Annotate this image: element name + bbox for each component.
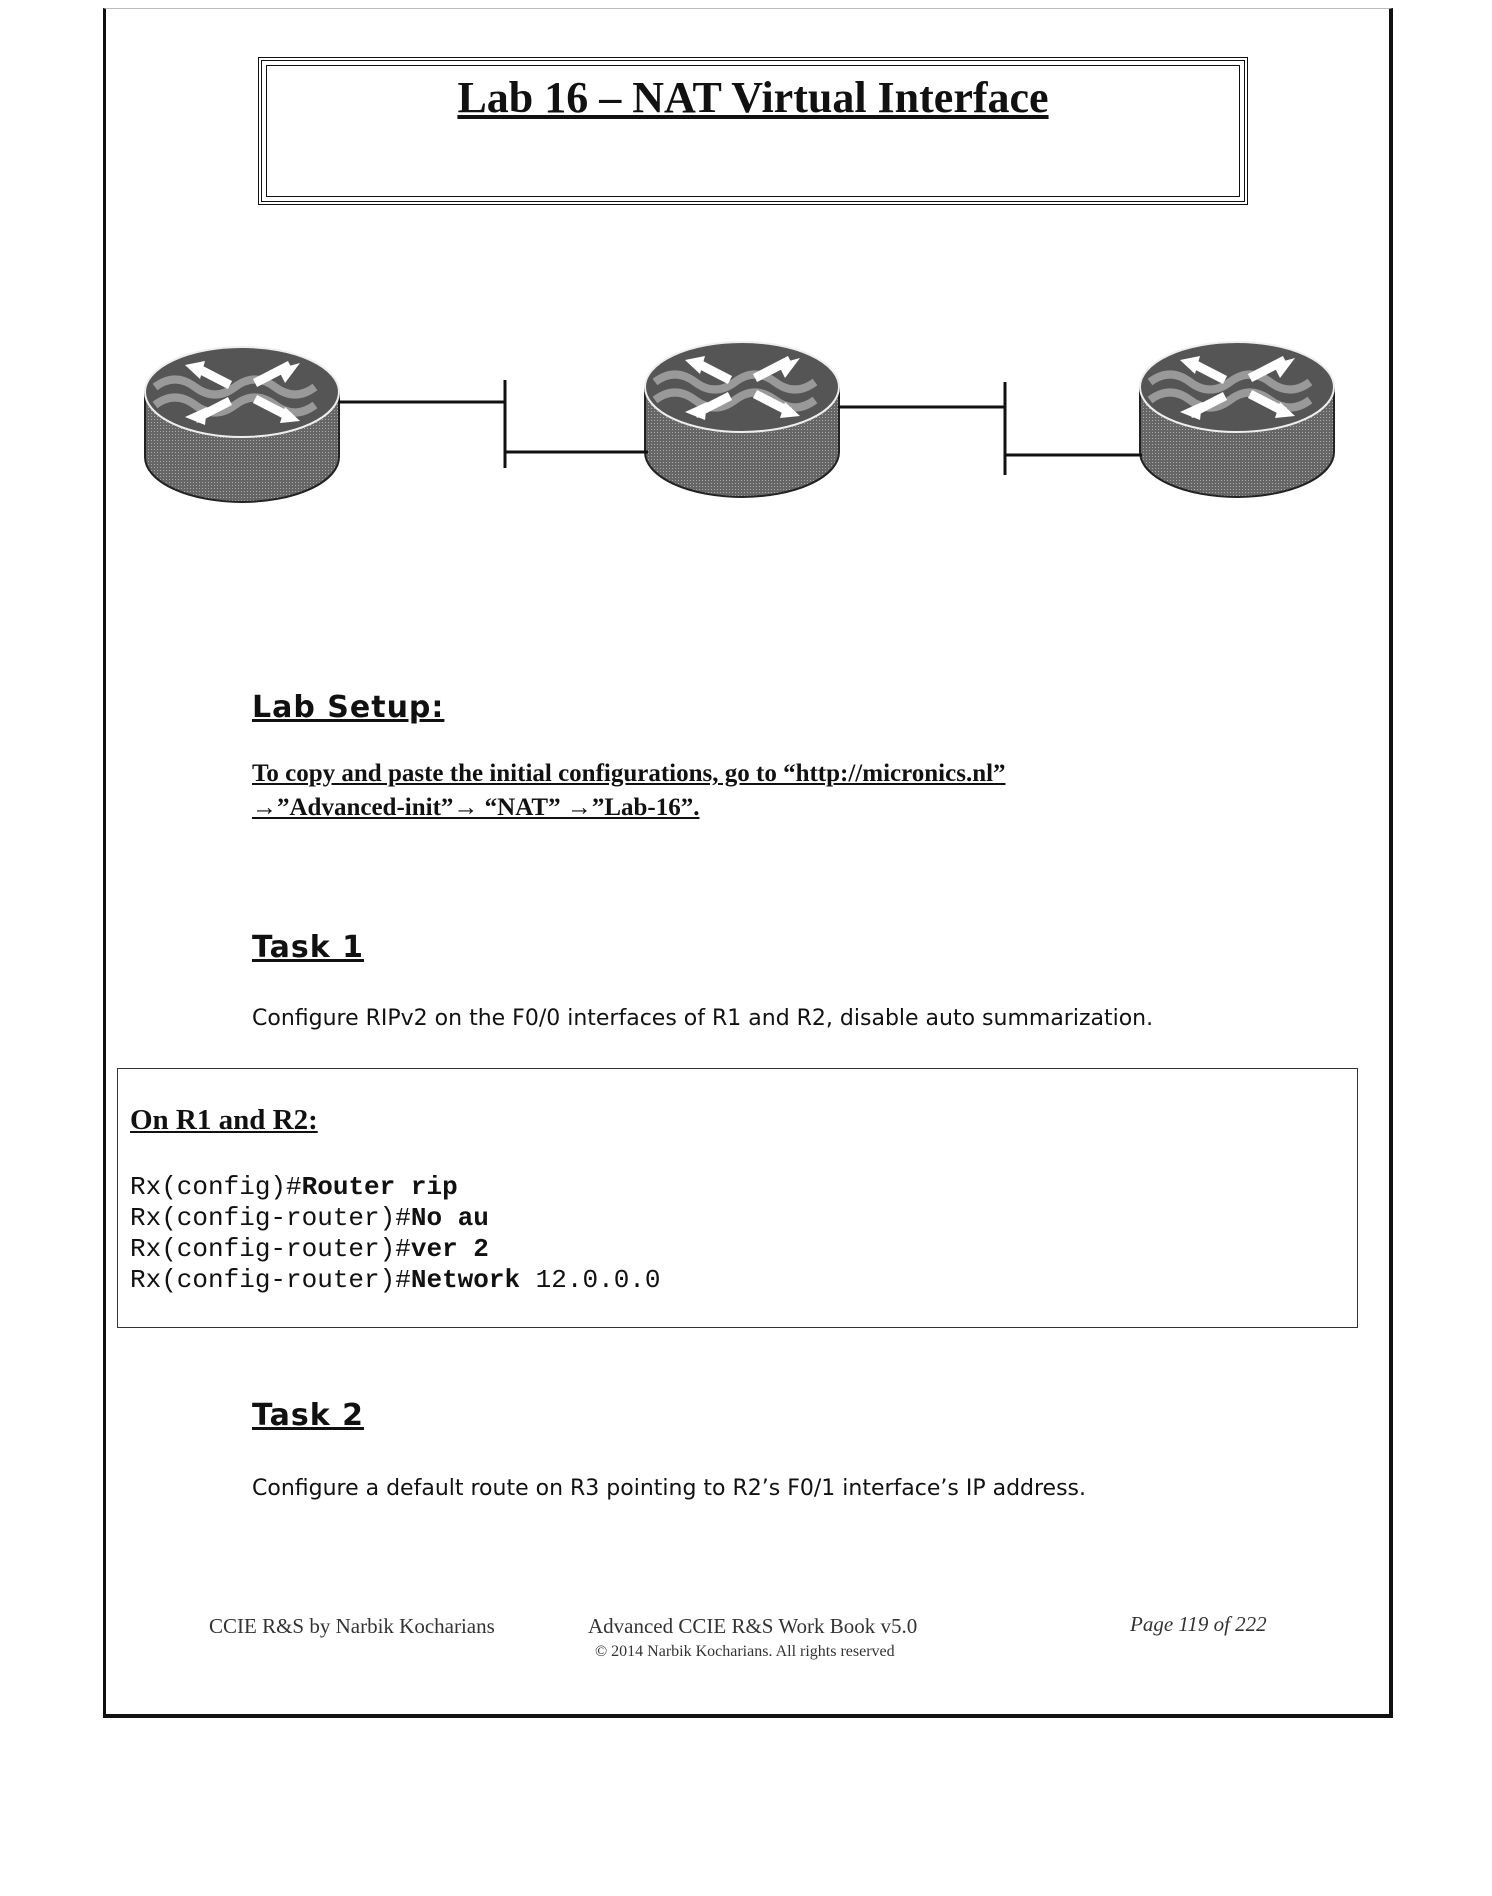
footer-page-number: Page 119 of 222 [1130, 1612, 1267, 1636]
page-title: Lab 16 – NAT Virtual Interface [457, 73, 1049, 122]
code-line [130, 1172, 458, 1202]
router-r3-icon [1140, 342, 1334, 497]
code-command: ver 2 [410, 1234, 489, 1264]
code-command: Network [410, 1265, 521, 1295]
footer-author: CCIE R&S by Narbik Kocharians [209, 1614, 495, 1638]
code-line [130, 1203, 489, 1233]
lab-setup-heading: Lab Setup: [252, 690, 445, 725]
task1-text: Configure RIPv2 on the F0/0 interfaces of R1 and R2, disable auto summarization. [252, 1006, 1154, 1031]
code-command: Router rip [301, 1172, 458, 1202]
code-line [130, 1265, 661, 1295]
task1-heading: Task 1 [252, 930, 364, 965]
router-r1-icon [145, 347, 339, 502]
code-prompt: Rx(config)# [130, 1172, 302, 1202]
router-r2-icon [645, 342, 839, 497]
code-argument: 12.0.0.0 [520, 1265, 661, 1295]
setup-link-line1[interactable]: To copy and paste the initial configurations, go to “http://micronics.nl” [252, 760, 1006, 787]
task2-text: Configure a default route on R3 pointing to R2’s F0/1 interface’s IP address. [252, 1476, 1087, 1501]
code-prompt: Rx(config-router)# [130, 1203, 411, 1233]
code-prompt: Rx(config-router)# [130, 1265, 411, 1295]
setup-link-line2[interactable]: →”Advanced-init”→ “NAT” →”Lab-16”. [252, 794, 700, 821]
task2-heading: Task 2 [252, 1398, 364, 1433]
code-line [130, 1234, 489, 1264]
code-prompt: Rx(config-router)# [130, 1234, 411, 1264]
footer-book-title: Advanced CCIE R&S Work Book v5.0 [588, 1614, 918, 1638]
code-command: No au [410, 1203, 489, 1233]
network-diagram [0, 0, 1492, 560]
config-box-title: On R1 and R2: [130, 1104, 318, 1136]
footer-copyright: © 2014 Narbik Kocharians. All rights reserved [595, 1643, 895, 1660]
